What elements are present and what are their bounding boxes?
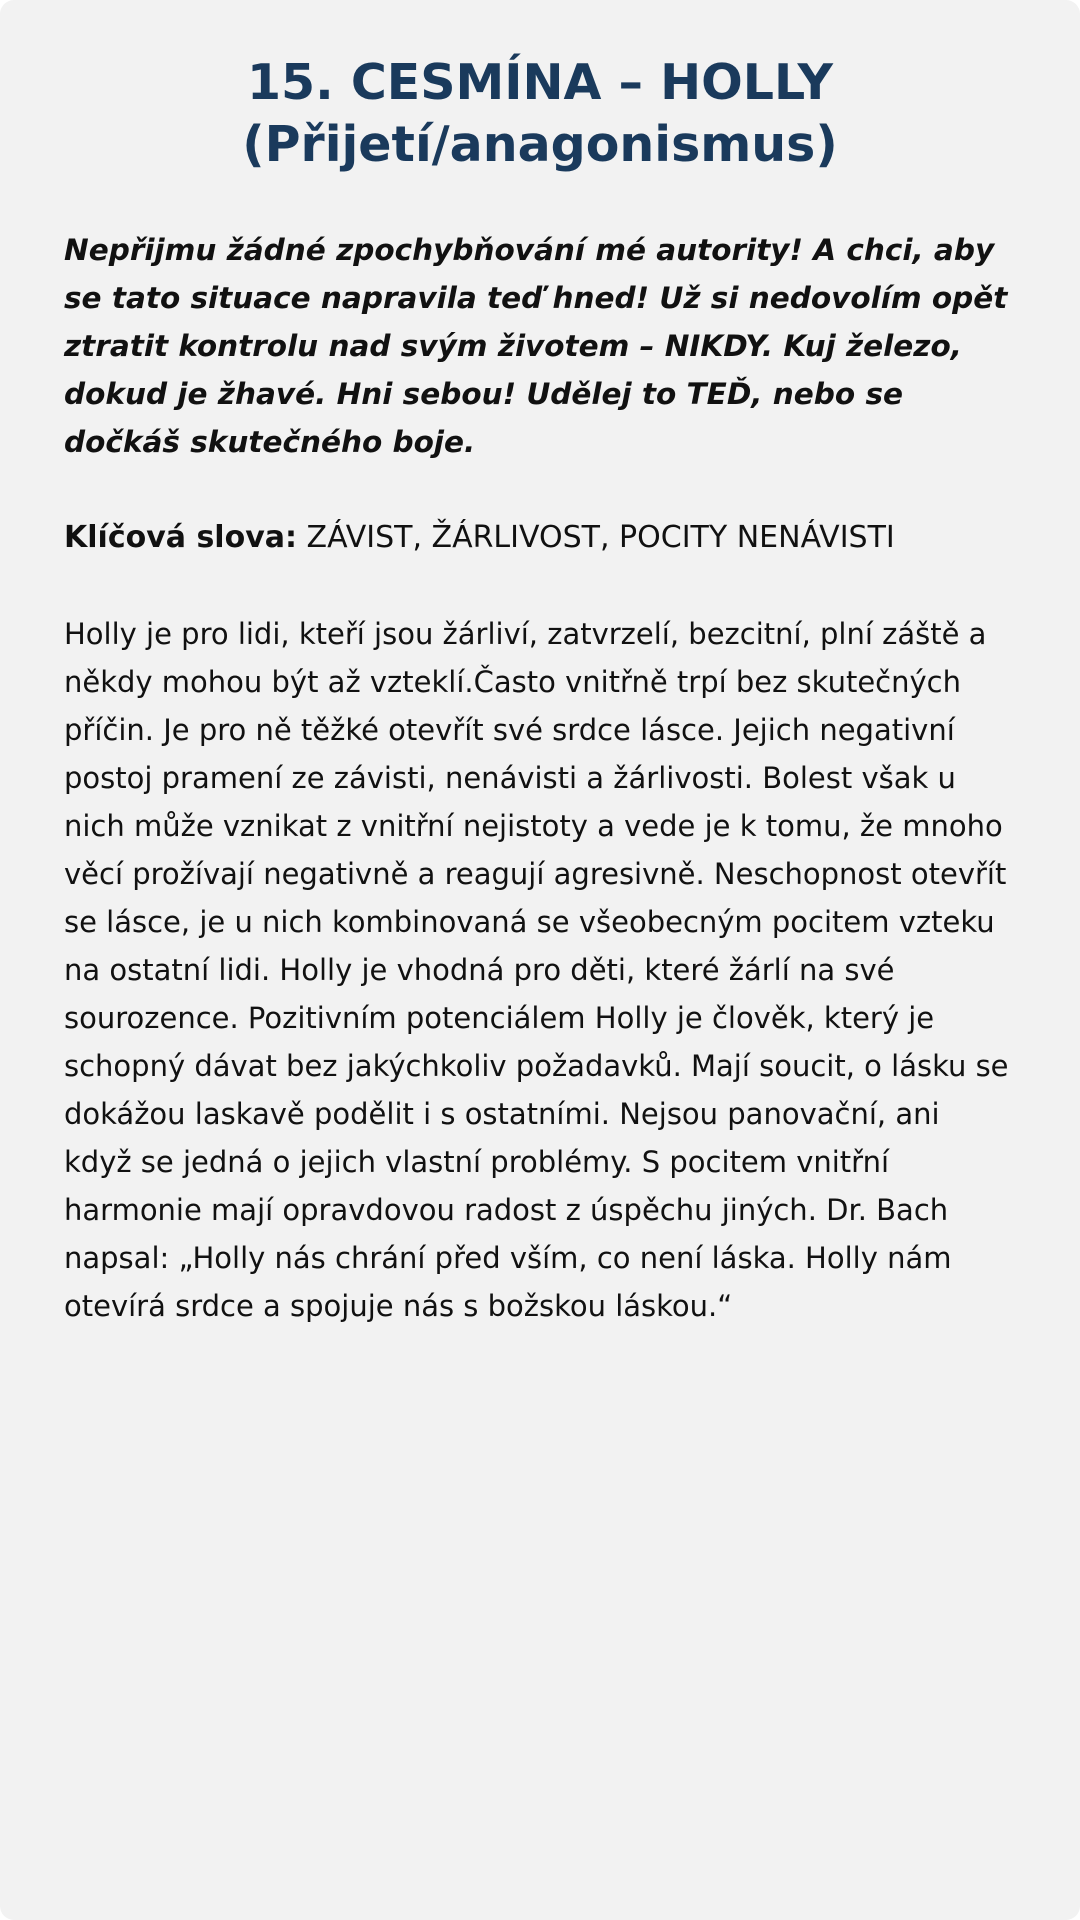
keywords-line (64, 514, 1016, 562)
keywords-value: ZÁVIST, ŽÁRLIVOST, POCITY NENÁVISTI (306, 520, 895, 555)
keywords-label: Klíčová slova: (64, 520, 297, 555)
title-line-2: (Přijetí/anagonismus) (242, 116, 838, 173)
description-paragraph: Holly je pro lidi, kteří jsou žárliví, zatvrzelí, bezcitní, plní záště a někdy mohou být až vzteklí.Často vnitřně trpí bez skutečných příčin. Je pro ně těžké otevřít své srdce lásce. Jejich negativní postoj pramení ze závisti, nenávisti a žárlivosti. Bolest však u nich může vznikat z vnitřní nejistoty a vede je k tomu, že mnoho věcí prožívají negativně a reagují agresivně. Neschopnost otevřít se lásce, je u nich kombinovaná se všeobecným pocitem vzteku na ostatní lidi. Holly je vhodná pro děti, které žárlí na své sourozence. Pozitivním potenciálem Holly je člověk, který je schopný dávat bez jakýchkoliv požadavků. Mají soucit, o lásku se dokážou laskavě podělit i s ostatními. Nejsou panovační, ani když se jedná o jejich vlastní problémy. S pocitem vnitřní harmonie mají opravdovou radost z úspěchu jiných. Dr. Bach napsal: „Holly nás chrání před vším, co není láska. Holly nám otevírá srdce a spojuje nás s božskou láskou.“ (64, 617, 1009, 1323)
affirmation-quote: Nepřijmu žádné zpochybňování mé autority! A chci, aby se tato situace napravila teď hned! Už si nedovolím opět ztratit kontrolu nad svým životem – NIKDY. Kuj železo, dokud je žhavé. Hni sebou! Udělej to TEĎ, nebo se dočkáš skutečného boje. (64, 233, 1008, 459)
page-title (64, 52, 1016, 176)
title-line-1: 15. CESMÍNA – HOLLY (246, 54, 834, 111)
